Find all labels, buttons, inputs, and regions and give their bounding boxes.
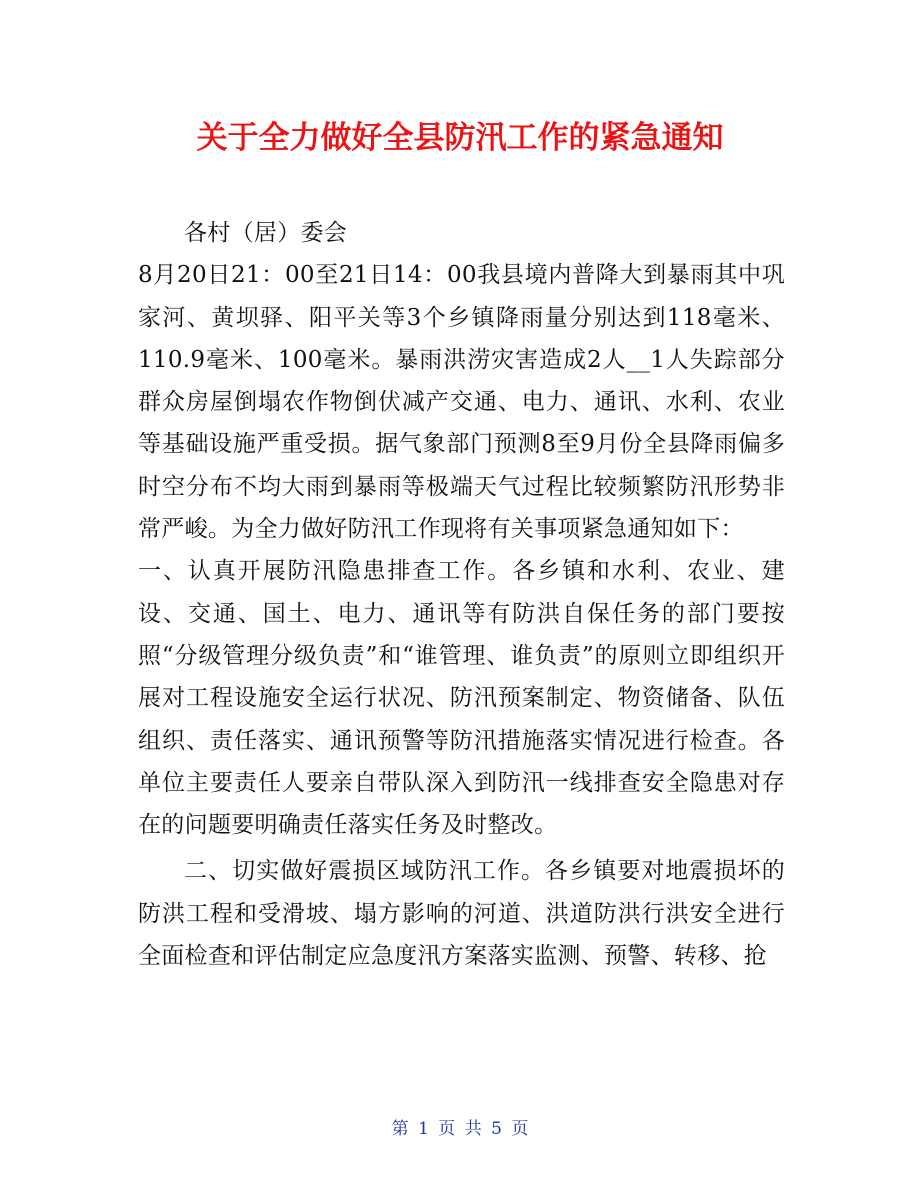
salutation: 各村（居）委会 (184, 220, 348, 246)
paragraph-intro: 8月20日21：00至21日14：00我县境内普降大到暴雨其中巩家河、黄坝驿、阳平关等3个乡镇降雨量分别达到118毫米、110.9毫米、100毫米。暴雨洪涝灾害造成2人__1人失踪部分群众房屋倒塌农作物倒伏减产交通、电力、通讯、水利、农业等基础设施严重受损。据气象部门预测8至9月份全县降雨偏多时空分布不均大雨到暴雨等极端天气过程比较频繁防汛形势非常严峻。为全力做好防汛工作现将有关事项紧急通知如下： (138, 262, 785, 543)
paragraph-item-1: 一、认真开展防汛隐患排查工作。各乡镇和水利、农业、建设、交通、国土、电力、通讯等有防洪自保任务的部门要按照“分级管理分级负责”和“谁管理、谁负责”的原则立即组织开展对工程设施安全运行状况、防汛预案制定、物资储备、队伍组织、责任落实、通讯预警等防汛措施落实情况进行检查。各单位主要责任人要亲自带队深入到防汛一线排查安全隐患对存在的问题要明确责任落实任务及时整改。 (138, 558, 785, 839)
document-body (138, 212, 785, 977)
page-number-footer: 第 1 页 共 5 页 (391, 1119, 529, 1139)
paragraph-item-2: 二、切实做好震损区域防汛工作。各乡镇要对地震损坏的防洪工程和受滑坡、塌方影响的河道、洪道防洪行洪安全进行全面检查和评估制定应急度汛方案落实监测、预警、转移、抢 (138, 858, 785, 970)
document-title: 关于全力做好全县防汛工作的紧急通知 (196, 120, 724, 156)
